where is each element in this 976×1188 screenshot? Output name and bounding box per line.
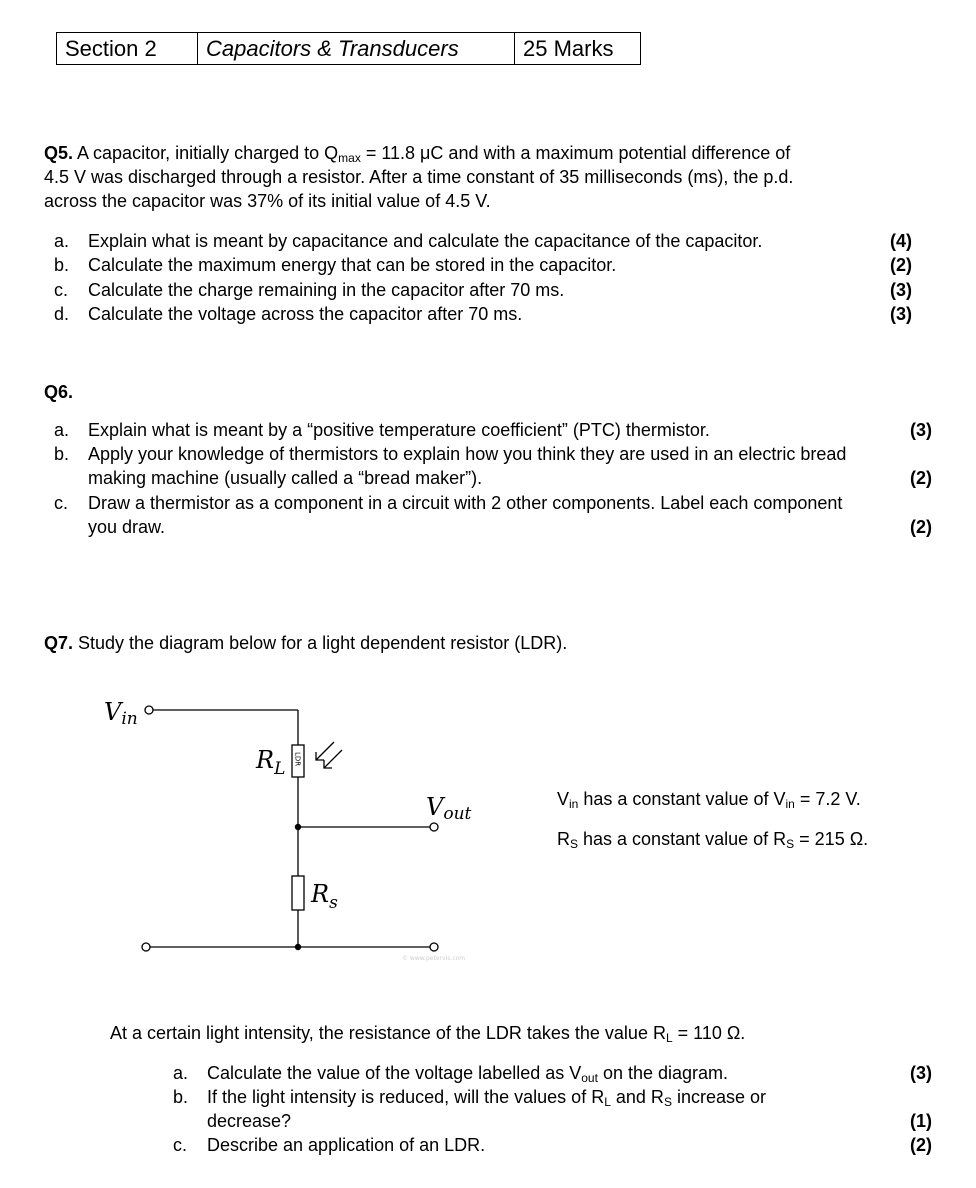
light-arrow-1 (316, 742, 334, 760)
q7-part-b-text-3: increase or (671, 1087, 766, 1107)
q6-part-c-text-1: Draw a thermistor as a component in a circuit with 2 other components. Label each component (88, 493, 843, 513)
q7-condition (110, 1021, 745, 1050)
junction-dot (295, 824, 301, 830)
q6-part-a (54, 418, 710, 442)
q7-part-c-marks: (2) (910, 1135, 932, 1155)
vin-label-sub: in (121, 709, 138, 729)
q5-intro-line-3: across the capacitor was 37% of its initial value of 4.5 V. (44, 191, 491, 211)
q6-part-c-line-1 (54, 491, 842, 515)
rs-label (310, 880, 338, 913)
q5-part-a-marks: (4) (890, 231, 912, 251)
q6-part-b-line-1 (54, 442, 846, 466)
q7-given-vin (557, 787, 861, 816)
vout-label-sub: out (443, 804, 472, 824)
q6-part-a-letter: a. (54, 420, 70, 440)
q6-part-a-marks: (3) (910, 420, 932, 440)
q5-part-b (54, 253, 616, 277)
q6-part-b-letter: b. (54, 444, 70, 464)
ldr-circuit-diagram (96, 690, 496, 970)
q7-given-vin-b: has a constant value of V (578, 789, 786, 809)
q6-part-c-marks: (2) (910, 517, 932, 537)
q7-part-b-letter: b. (173, 1087, 189, 1107)
q5-intro-line-2: 4.5 V was discharged through a resistor. After a time constant of 35 milliseconds (ms), the p.d. (44, 167, 794, 187)
q6-part-c-letter: c. (54, 493, 69, 513)
q5-qmax-sub: max (338, 151, 361, 165)
ldr-text: LDR (293, 752, 302, 767)
q7-part-c (173, 1133, 485, 1157)
rl-label (255, 746, 285, 779)
q5-part-c-marks: (3) (890, 280, 912, 300)
q5-part-c-letter: c. (54, 280, 69, 300)
q5-part-d-text: Calculate the voltage across the capacitor after 70 ms. (88, 304, 523, 324)
q5-part-d (54, 302, 522, 326)
vout-label-main: V (426, 793, 444, 821)
q5-part-a (54, 229, 762, 253)
q5-part-d-letter: d. (54, 304, 70, 324)
section-marks: 25 Marks (523, 36, 614, 61)
q7-part-b-sub-1: L (604, 1095, 611, 1109)
q5-part-d-marks: (3) (890, 304, 912, 324)
rs-label-sub: s (329, 893, 338, 913)
q7-part-a-sub: out (581, 1071, 598, 1085)
q7-part-a-text-2: on the diagram. (597, 1063, 729, 1083)
ground-junction-dot (295, 944, 301, 950)
q5-intro-text-1a: A capacitor, initially charged to Q (73, 143, 339, 163)
q7-given-rs-sub2: S (786, 837, 795, 851)
q5-intro-text-1b: = 11.8 μC and with a maximum potential difference of (360, 143, 791, 163)
q7-condition-b: = 110 Ω. (672, 1023, 746, 1043)
q7-given-rs-sub: S (570, 837, 579, 851)
q5-label: Q5. (44, 143, 74, 163)
q5-part-a-letter: a. (54, 231, 70, 251)
q7-part-a-letter: a. (173, 1063, 189, 1083)
rl-label-main: R (256, 746, 275, 774)
section-label: Section 2 (57, 33, 198, 64)
light-arrow-2 (324, 750, 342, 768)
q7-given-rs (557, 827, 868, 856)
q6-label: Q6. (44, 382, 74, 402)
watermark: © www.petervis.com (402, 955, 466, 962)
vin-label-main: V (104, 698, 122, 726)
q7-given-vin-sub: in (569, 797, 579, 811)
q5-part-c-text: Calculate the charge remaining in the capacitor after 70 ms. (88, 280, 565, 300)
q5-part-b-text: Calculate the maximum energy that can be stored in the capacitor. (88, 255, 617, 275)
q5-part-b-letter: b. (54, 255, 70, 275)
q7-given-vin-a: V (557, 789, 570, 809)
q7-given-rs-c: = 215 Ω. (794, 829, 869, 849)
q7-given-vin-c: = 7.2 V. (794, 789, 861, 809)
q7-part-a-marks: (3) (910, 1063, 932, 1083)
ground-left-terminal (142, 943, 150, 951)
q7-part-b-line-2: decrease? (207, 1111, 292, 1131)
section-header-table (56, 32, 641, 65)
ground-right-terminal (430, 943, 438, 951)
q7-part-c-text: Describe an application of an LDR. (207, 1135, 486, 1155)
q7-part-a-text-1: Calculate the value of the voltage labelled as V (207, 1063, 582, 1083)
rs-resistor (292, 876, 304, 910)
q7-given-vin-sub2: in (785, 797, 795, 811)
rs-label-main: R (311, 880, 330, 908)
q7-intro-text: Study the diagram below for a light dependent resistor (LDR). (73, 633, 568, 653)
q7-intro (44, 631, 567, 655)
q6-part-c-line-2: you draw. (88, 517, 166, 537)
q7-part-b-text-2: and R (610, 1087, 664, 1107)
q7-given-rs-a: R (557, 829, 570, 849)
q7-condition-sub: L (665, 1031, 673, 1045)
q5-part-a-text: Explain what is meant by capacitance and calculate the capacitance of the capacitor. (88, 231, 763, 251)
q6-part-b-text-1: Apply your knowledge of thermistors to explain how you think they are used in an electric bread (88, 444, 847, 464)
q6-part-a-text: Explain what is meant by a “positive temperature coefficient” (PTC) thermistor. (88, 420, 710, 440)
q5-part-c (54, 278, 564, 302)
q7-label: Q7. (44, 633, 74, 653)
vin-label (104, 698, 138, 729)
q7-part-b-sub-2: S (663, 1095, 672, 1109)
vout-terminal (430, 823, 438, 831)
q7-condition-a: At a certain light intensity, the resistance of the LDR takes the value R (110, 1023, 666, 1043)
section-title: Capacitors & Transducers (198, 33, 515, 64)
q7-part-c-letter: c. (173, 1135, 188, 1155)
vout-label (426, 793, 472, 824)
q6-part-b-line-2: making machine (usually called a “bread maker”). (88, 468, 483, 488)
q7-part-b-marks: (1) (910, 1111, 932, 1131)
q7-part-b-text-1: If the light intensity is reduced, will the values of R (207, 1087, 605, 1107)
vin-terminal (145, 706, 153, 714)
q7-given-rs-b: has a constant value of R (578, 829, 787, 849)
q5-part-b-marks: (2) (890, 255, 912, 275)
rl-label-sub: L (274, 759, 286, 779)
q6-part-b-marks: (2) (910, 468, 932, 488)
